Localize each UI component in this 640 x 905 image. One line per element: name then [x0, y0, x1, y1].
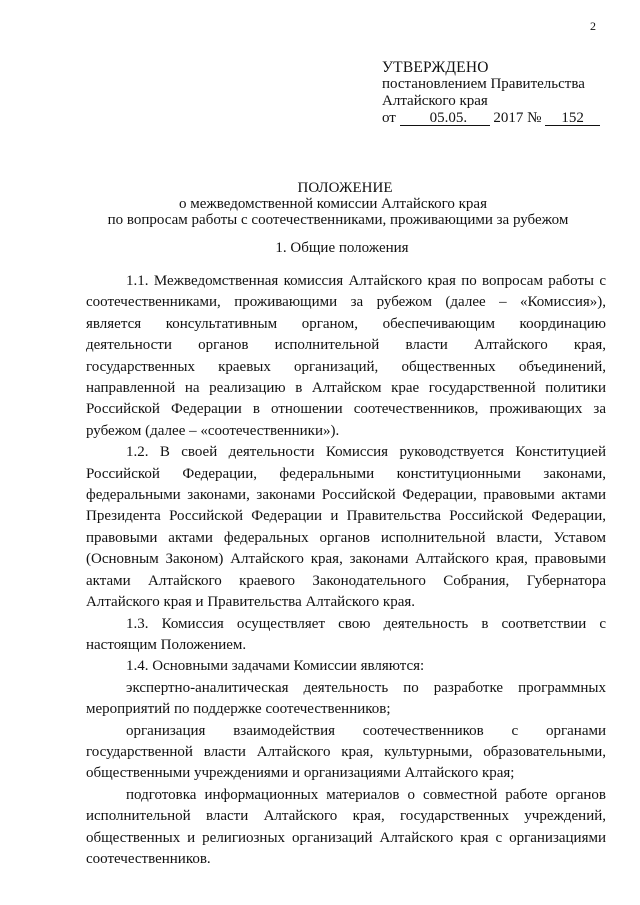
document-title — [0, 180, 640, 228]
approval-line-1: постановлением Правительства — [382, 76, 585, 92]
section-title: 1. Общие положения — [275, 240, 409, 256]
approval-line-2: Алтайского края — [382, 93, 488, 109]
approval-date-line — [382, 110, 632, 127]
task-item-2: организация взаимодействия соотечественников с органами государственной власти Алтайского края, культурными, образовательными, общественными учреждениями и организациями Алтайского края; — [86, 722, 606, 782]
paragraph-1-3: 1.3. Комиссия осуществляет свою деятельность в соответствии с настоящим Положением. — [86, 615, 606, 653]
paragraph-1-4: 1.4. Основными задачами Комиссии являются: — [126, 658, 425, 675]
title-line-1: о межведомственной комиссии Алтайского края — [179, 196, 487, 212]
task-item-3: подготовка информационных материалов о совместной работе органов исполнительной власти Алтайского края, государственных учреждений, общественных и религиозных организаций Алтайского края с организациями соотечественников. — [86, 786, 606, 867]
approval-heading: УТВЕРЖДЕНО — [382, 59, 489, 76]
page-number: 2 — [590, 19, 596, 33]
approval-stamp — [382, 59, 632, 127]
approval-from-label: от — [382, 110, 396, 126]
paragraph-1-1: 1.1. Межведомственная комиссия Алтайского края по вопросам работы с соотечественниками, проживающими за рубежом (далее – «Комиссия»), является консультативным органом, обеспечивающим координацию деятельности органов исполнительной власти Алтайского края, государственных краевых организаций, общественных объединений, направленной на реализацию в Алтайском крае государственной политики Российской Федерации в отношении соотечественников, проживающих за рубежом (далее – «соотечественники»). — [86, 273, 606, 439]
approval-date: 05.05. — [430, 111, 490, 126]
approval-date-blank — [400, 111, 430, 126]
paragraph-1-2: 1.2. В своей деятельности Комиссия руководствуется Конституцией Российской Федерации, федеральными конституционными законами, федеральными законами, законами Российской Федерации, правовыми актами Президента Российской Федерации и Правительства Российской Федерации, правовыми актами федеральных органов исполнительной власти, Уставом (Основным Законом) Алтайского края, законами Алтайского края, правовыми актами Алтайского краевого Законодательного Собрания, Губернатора Алтайского края и Правительства Алтайского края. — [86, 444, 606, 611]
title-heading: ПОЛОЖЕНИЕ — [297, 180, 393, 196]
approval-year: 2017 — [493, 110, 524, 126]
task-item-1: экспертно-аналитическая деятельность по разработке программных мероприятий по поддержке соотечественников; — [86, 679, 606, 718]
document-body — [86, 271, 606, 870]
approval-number: 152 — [545, 111, 600, 126]
title-line-2: по вопросам работы с соотечественниками, проживающими за рубежом — [107, 212, 569, 228]
approval-number-label: № — [527, 110, 542, 126]
